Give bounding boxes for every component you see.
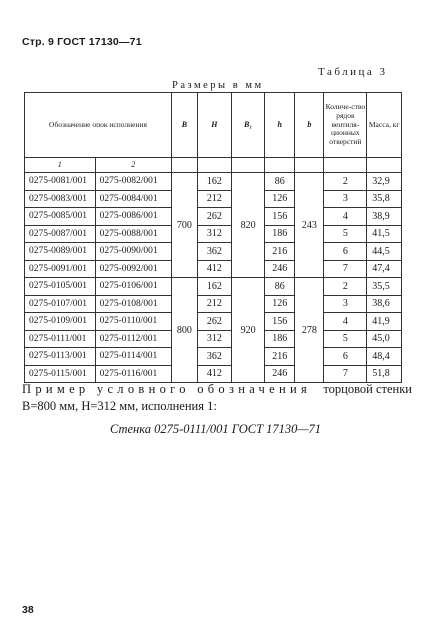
page-number: 38 xyxy=(22,604,34,616)
cell-h: 126 xyxy=(265,190,295,208)
cell-designation-2: 0275-0108/001 xyxy=(95,295,171,313)
cell-vent-rows: 6 xyxy=(324,348,367,366)
cell-mass: 51,8 xyxy=(367,365,402,383)
cell-b: 243 xyxy=(295,173,324,278)
table-row xyxy=(25,260,402,278)
cell-h: 246 xyxy=(265,365,295,383)
example-block xyxy=(22,381,412,415)
header-b: b xyxy=(295,93,324,158)
cell-mass: 35,5 xyxy=(367,278,402,296)
cell-H: 362 xyxy=(197,243,231,261)
table-body xyxy=(25,173,402,383)
cell-mass: 45,0 xyxy=(367,330,402,348)
table-row xyxy=(25,173,402,191)
cell-designation-1: 0275-0109/001 xyxy=(25,313,96,331)
cell-H: 412 xyxy=(197,260,231,278)
cell-designation-2: 0275-0110/001 xyxy=(95,313,171,331)
cell-designation-2: 0275-0082/001 xyxy=(95,173,171,191)
cell-mass: 38,6 xyxy=(367,295,402,313)
cell-mass: 38,9 xyxy=(367,208,402,226)
cell-designation-2: 0275-0088/001 xyxy=(95,225,171,243)
header-B1: B₁ xyxy=(231,93,264,158)
table-row xyxy=(25,243,402,261)
cell-h: 246 xyxy=(265,260,295,278)
header-index-2: 2 xyxy=(95,158,171,173)
dimensions-table xyxy=(24,92,402,383)
cell-mass: 35,8 xyxy=(367,190,402,208)
cell-H: 212 xyxy=(197,295,231,313)
cell-B1: 820 xyxy=(231,173,264,278)
cell-vent-rows: 4 xyxy=(324,313,367,331)
cell-designation-2: 0275-0114/001 xyxy=(95,348,171,366)
cell-mass: 44,5 xyxy=(367,243,402,261)
header-h: h xyxy=(265,93,295,158)
cell-h: 86 xyxy=(265,173,295,191)
cell-h: 86 xyxy=(265,278,295,296)
cell-h: 126 xyxy=(265,295,295,313)
table-row xyxy=(25,295,402,313)
cell-H: 312 xyxy=(197,225,231,243)
cell-h: 156 xyxy=(265,208,295,226)
units-label: Размеры в мм xyxy=(172,80,264,91)
cell-B1: 920 xyxy=(231,278,264,383)
table-row xyxy=(25,208,402,226)
cell-designation-1: 0275-0081/001 xyxy=(25,173,96,191)
cell-h: 216 xyxy=(265,348,295,366)
example-line1-end: торцовой стенки xyxy=(323,382,412,396)
cell-vent-rows: 7 xyxy=(324,365,367,383)
cell-h: 186 xyxy=(265,330,295,348)
header-H: H xyxy=(197,93,231,158)
cell-vent-rows: 5 xyxy=(324,225,367,243)
header-B: B xyxy=(171,93,197,158)
cell-vent-rows: 7 xyxy=(324,260,367,278)
cell-h: 216 xyxy=(265,243,295,261)
header-designation: Обозначение опок исполнения xyxy=(25,93,172,158)
cell-designation-2: 0275-0116/001 xyxy=(95,365,171,383)
cell-vent-rows: 5 xyxy=(324,330,367,348)
cell-designation-1: 0275-0085/001 xyxy=(25,208,96,226)
page-header: Стр. 9 ГОСТ 17130—71 xyxy=(22,36,142,48)
table-row xyxy=(25,330,402,348)
cell-designation-1: 0275-0107/001 xyxy=(25,295,96,313)
cell-designation-2: 0275-0092/001 xyxy=(95,260,171,278)
cell-designation-1: 0275-0083/001 xyxy=(25,190,96,208)
cell-H: 262 xyxy=(197,208,231,226)
header-vent-rows: Количе-ство рядов вентиля-ционных отверстий xyxy=(324,93,367,158)
header-index-1: 1 xyxy=(25,158,96,173)
cell-H: 412 xyxy=(197,365,231,383)
cell-designation-2: 0275-0112/001 xyxy=(95,330,171,348)
cell-vent-rows: 2 xyxy=(324,278,367,296)
cell-vent-rows: 2 xyxy=(324,173,367,191)
example-designation: Стенка 0275-0111/001 ГОСТ 17130—71 xyxy=(109,422,322,436)
cell-designation-2: 0275-0086/001 xyxy=(95,208,171,226)
cell-designation-1: 0275-0091/001 xyxy=(25,260,96,278)
example-lead: Пример условного обозначения xyxy=(22,382,312,396)
cell-H: 362 xyxy=(197,348,231,366)
cell-H: 212 xyxy=(197,190,231,208)
cell-h: 156 xyxy=(265,313,295,331)
cell-H: 162 xyxy=(197,278,231,296)
cell-designation-1: 0275-0111/001 xyxy=(25,330,96,348)
cell-designation-1: 0275-0113/001 xyxy=(25,348,96,366)
cell-designation-1: 0275-0089/001 xyxy=(25,243,96,261)
cell-B: 700 xyxy=(171,173,197,278)
table-row xyxy=(25,278,402,296)
table-row xyxy=(25,190,402,208)
cell-designation-2: 0275-0106/001 xyxy=(95,278,171,296)
cell-mass: 41,9 xyxy=(367,313,402,331)
table-row xyxy=(25,225,402,243)
cell-designation-1: 0275-0087/001 xyxy=(25,225,96,243)
table-label: Таблица 3 xyxy=(318,66,388,78)
cell-vent-rows: 3 xyxy=(324,190,367,208)
cell-mass: 41,5 xyxy=(367,225,402,243)
table-row xyxy=(25,365,402,383)
cell-H: 312 xyxy=(197,330,231,348)
cell-vent-rows: 4 xyxy=(324,208,367,226)
cell-H: 162 xyxy=(197,173,231,191)
cell-h: 186 xyxy=(265,225,295,243)
cell-B: 800 xyxy=(171,278,197,383)
cell-designation-2: 0275-0084/001 xyxy=(95,190,171,208)
cell-mass: 47,4 xyxy=(367,260,402,278)
cell-vent-rows: 6 xyxy=(324,243,367,261)
cell-mass: 32,9 xyxy=(367,173,402,191)
cell-designation-2: 0275-0090/001 xyxy=(95,243,171,261)
table-row xyxy=(25,313,402,331)
cell-H: 262 xyxy=(197,313,231,331)
cell-designation-1: 0275-0105/001 xyxy=(25,278,96,296)
cell-mass: 48,4 xyxy=(367,348,402,366)
cell-b: 278 xyxy=(295,278,324,383)
example-line2: B=800 мм, H=312 мм, исполнения 1: xyxy=(22,399,217,413)
cell-vent-rows: 3 xyxy=(324,295,367,313)
header-mass: Масса, кг xyxy=(367,93,402,158)
table-row xyxy=(25,348,402,366)
cell-designation-1: 0275-0115/001 xyxy=(25,365,96,383)
